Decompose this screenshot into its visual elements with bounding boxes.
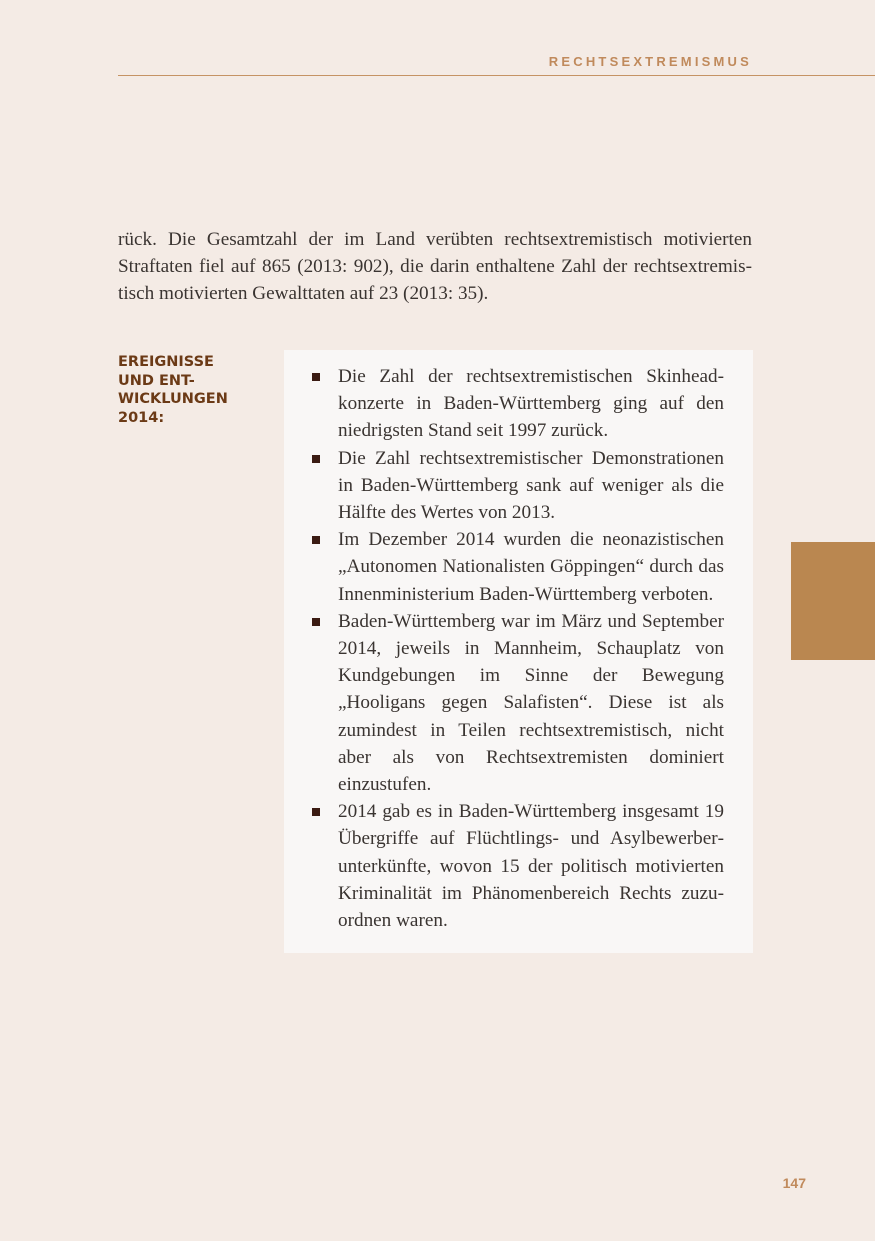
events-box (284, 350, 753, 953)
square-bullet-icon (312, 618, 320, 626)
header-divider (118, 75, 875, 76)
running-header-title: RECHTSEXTREMISMUS (548, 54, 752, 69)
list-item (338, 363, 724, 445)
intro-paragraph: rück. Die Gesamtzahl der im Land verübten rechtsextremistisch motivierten Straftaten fiel auf 865 (2013: 902), die darin enthaltene Zahl der rechtsextremistisch motivierten Gewalttaten auf 23 (2013: 35). (118, 229, 752, 304)
list-item (338, 445, 724, 527)
section-heading-line: WICKLUNGEN (118, 391, 228, 407)
section-heading-line: 2014: (118, 409, 165, 426)
square-bullet-icon (312, 536, 320, 544)
page-number: 147 (782, 1175, 806, 1191)
section-heading-line: EREIGNISSE (118, 354, 214, 370)
list-item-text: 2014 gab es in Baden-Württemberg insgesamt 19 Übergriffe auf Flüchtlings- und Asylbewerberunterkünfte, wovon 15 der politisch motivierten Kriminalität im Phänomenbereich Rechts zuzuordnen waren. (338, 801, 724, 932)
list-item-text: Im Dezember 2014 wurden die neonazistischen „Autonomen Nationalisten Göppingen“ durch das Innenministerium Baden-Württemberg verboten. (338, 529, 724, 605)
list-item-text: Die Zahl rechtsextremistischer Demonstrationen in Baden-Württemberg sank auf weniger als die Hälfte des Wertes von 2013. (338, 447, 724, 524)
section-heading-line: UND ENT- (118, 372, 195, 389)
list-item (338, 526, 724, 608)
list-item-text: Baden-Württemberg war im März und September 2014, jeweils in Mannheim, Schauplatz von Kundgebungen im Sinne der Bewegung „Hooligans gegen Salafisten“. Diese ist als zumindest in Teilen rechtsextremistisch, nicht aber als von Rechtsextremisten dominiert einzustufen. (338, 610, 724, 796)
list-item (338, 608, 724, 798)
square-bullet-icon (312, 373, 320, 381)
square-bullet-icon (312, 455, 320, 463)
section-heading (118, 353, 268, 427)
list-item-text: Die Zahl der rechtsextremistischen Skinheadkonzerte in Baden-Württemberg ging auf den niedrigsten Stand seit 1997 zurück. (338, 366, 724, 442)
events-list (338, 363, 724, 934)
list-item (338, 798, 724, 934)
chapter-tab (791, 542, 875, 660)
square-bullet-icon (312, 808, 320, 816)
